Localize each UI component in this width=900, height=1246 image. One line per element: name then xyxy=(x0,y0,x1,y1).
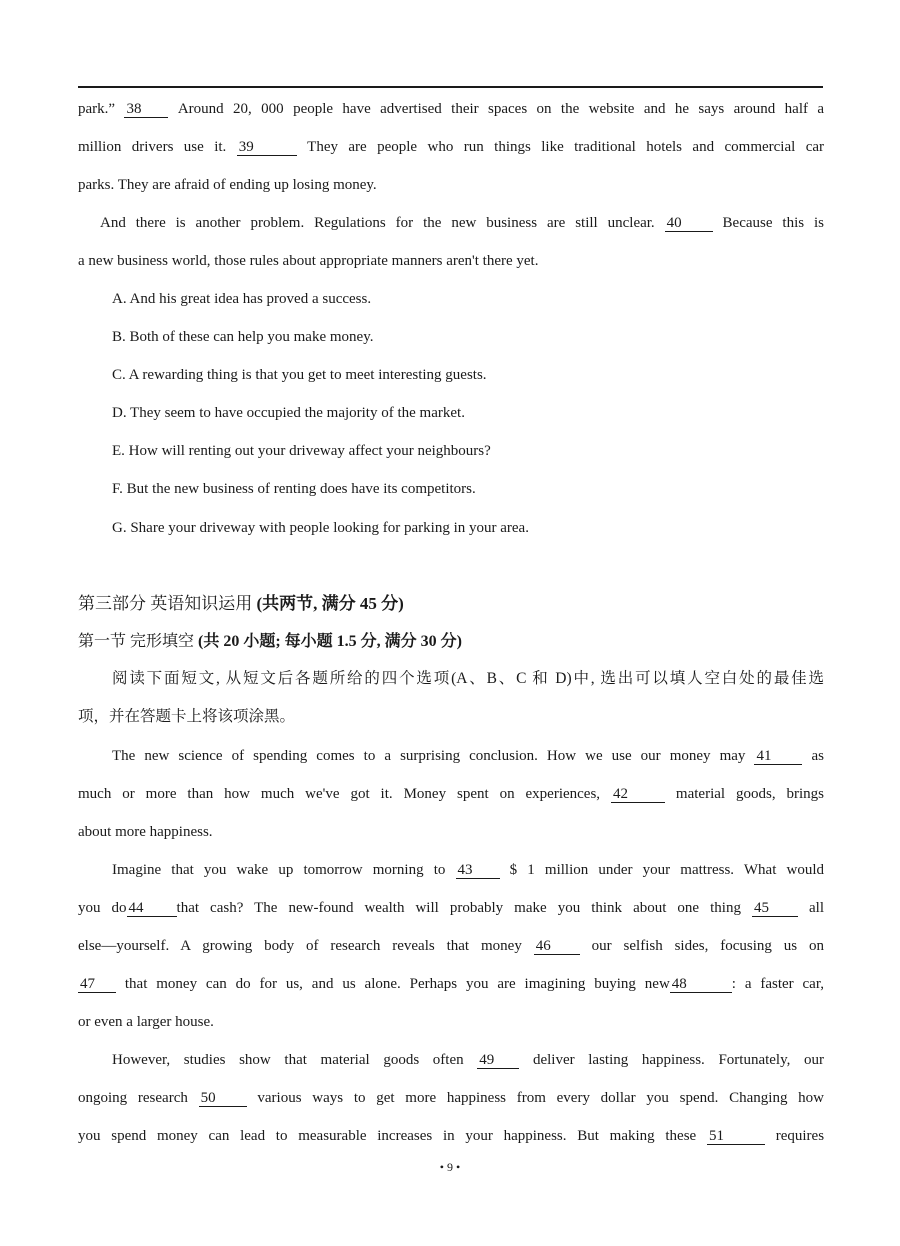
passage-line: park.” 38 Around 20, 000 people have advertised their spaces on the website and he says around half a xyxy=(78,101,825,117)
cloze-line: The new science of spending comes to a surprising conclusion. How we use our money may 41 as xyxy=(112,748,824,764)
blank-51: 51 xyxy=(707,1128,765,1145)
cloze-line: else—yourself. A growing body of research reveals that money 46 our selfish sides, focusing us on xyxy=(78,938,825,954)
part-note: (共两节, 满分 45 分) xyxy=(256,594,404,613)
instruction-line-1: 阅读下面短文, 从短文后各题所给的四个选项(A、B、C 和 D)中, 选出可以填人空白处的最佳选 xyxy=(112,670,824,687)
part-title: 第三部分 英语知识运用 xyxy=(78,594,253,613)
cloze-passage xyxy=(78,737,824,1155)
cloze-line: Imagine that you wake up tomorrow morning to 43 $ 1 million under your mattress. What would xyxy=(112,862,825,878)
option-e: E. How will renting out your driveway affect your neighbours? xyxy=(112,443,491,459)
instruction-line-2: 项，并在答题卡上将该项涂黑。 xyxy=(78,708,296,725)
option-g: G. Share your driveway with people looking for parking in your area. xyxy=(112,520,529,536)
cloze-line: you spend money can lead to measurable increases in your happiness. But making these 51 requires xyxy=(78,1128,825,1144)
cloze-line: you do 44 that cash? The new-found wealth will probably make you think about one thing 45 all xyxy=(78,900,825,916)
passage-line: parks. They are afraid of ending up losing money. xyxy=(78,177,377,193)
section-heading xyxy=(78,631,462,653)
cloze-line: 47 that money can do for us, and us alone. Perhaps you are imagining buying new 48 : a faster car, xyxy=(80,976,824,992)
blank-44: 44 xyxy=(127,900,177,917)
cloze-line: However, studies show that material goods often 49 deliver lasting happiness. Fortunately, our xyxy=(112,1052,825,1068)
passage-line: a new business world, those rules about appropriate manners aren't there yet. xyxy=(78,253,539,269)
part-heading xyxy=(78,593,404,615)
section-title: 第一节 完形填空 xyxy=(78,633,195,650)
blank-49: 49 xyxy=(477,1052,519,1069)
cloze-line: much or more than how much we've got it. Money spent on experiences, 42 material goods, brings xyxy=(78,786,825,802)
section-note: (共 20 小题; 每小题 1.5 分, 满分 30 分) xyxy=(198,633,463,650)
cloze-line: or even a larger house. xyxy=(78,1014,214,1030)
option-b: B. Both of these can help you make money. xyxy=(112,329,374,345)
blank-43: 43 xyxy=(456,862,500,879)
cloze-line: ongoing research 50 various ways to get more happiness from every dollar you spend. Changing how xyxy=(78,1090,825,1106)
passage-line: And there is another problem. Regulations for the new business are still unclear. 40 Because this is xyxy=(100,215,825,231)
blank-48: 48 xyxy=(670,976,732,993)
passage-top xyxy=(78,90,824,280)
top-rule xyxy=(78,86,823,88)
blank-38: 38 xyxy=(124,101,168,118)
blank-50: 50 xyxy=(199,1090,247,1107)
blank-45: 45 xyxy=(752,900,798,917)
option-f: F. But the new business of renting does have its competitors. xyxy=(112,481,476,497)
blank-40: 40 xyxy=(665,215,713,232)
blank-42: 42 xyxy=(611,786,665,803)
blank-41: 41 xyxy=(754,748,802,765)
passage-line: million drivers use it. 39 They are people who run things like traditional hotels and commercial car xyxy=(78,139,825,155)
blank-47: 47 xyxy=(78,976,116,993)
blank-39: 39 xyxy=(237,139,297,156)
instructions xyxy=(78,660,824,736)
blank-46: 46 xyxy=(534,938,580,955)
page-number: • 9 • xyxy=(439,1160,461,1174)
option-a: A. And his great idea has proved a success. xyxy=(112,291,372,307)
option-c: C. A rewarding thing is that you get to meet interesting guests. xyxy=(112,367,487,383)
option-d: D. They seem to have occupied the majority of the market. xyxy=(112,405,465,421)
cloze-line: about more happiness. xyxy=(78,824,213,840)
